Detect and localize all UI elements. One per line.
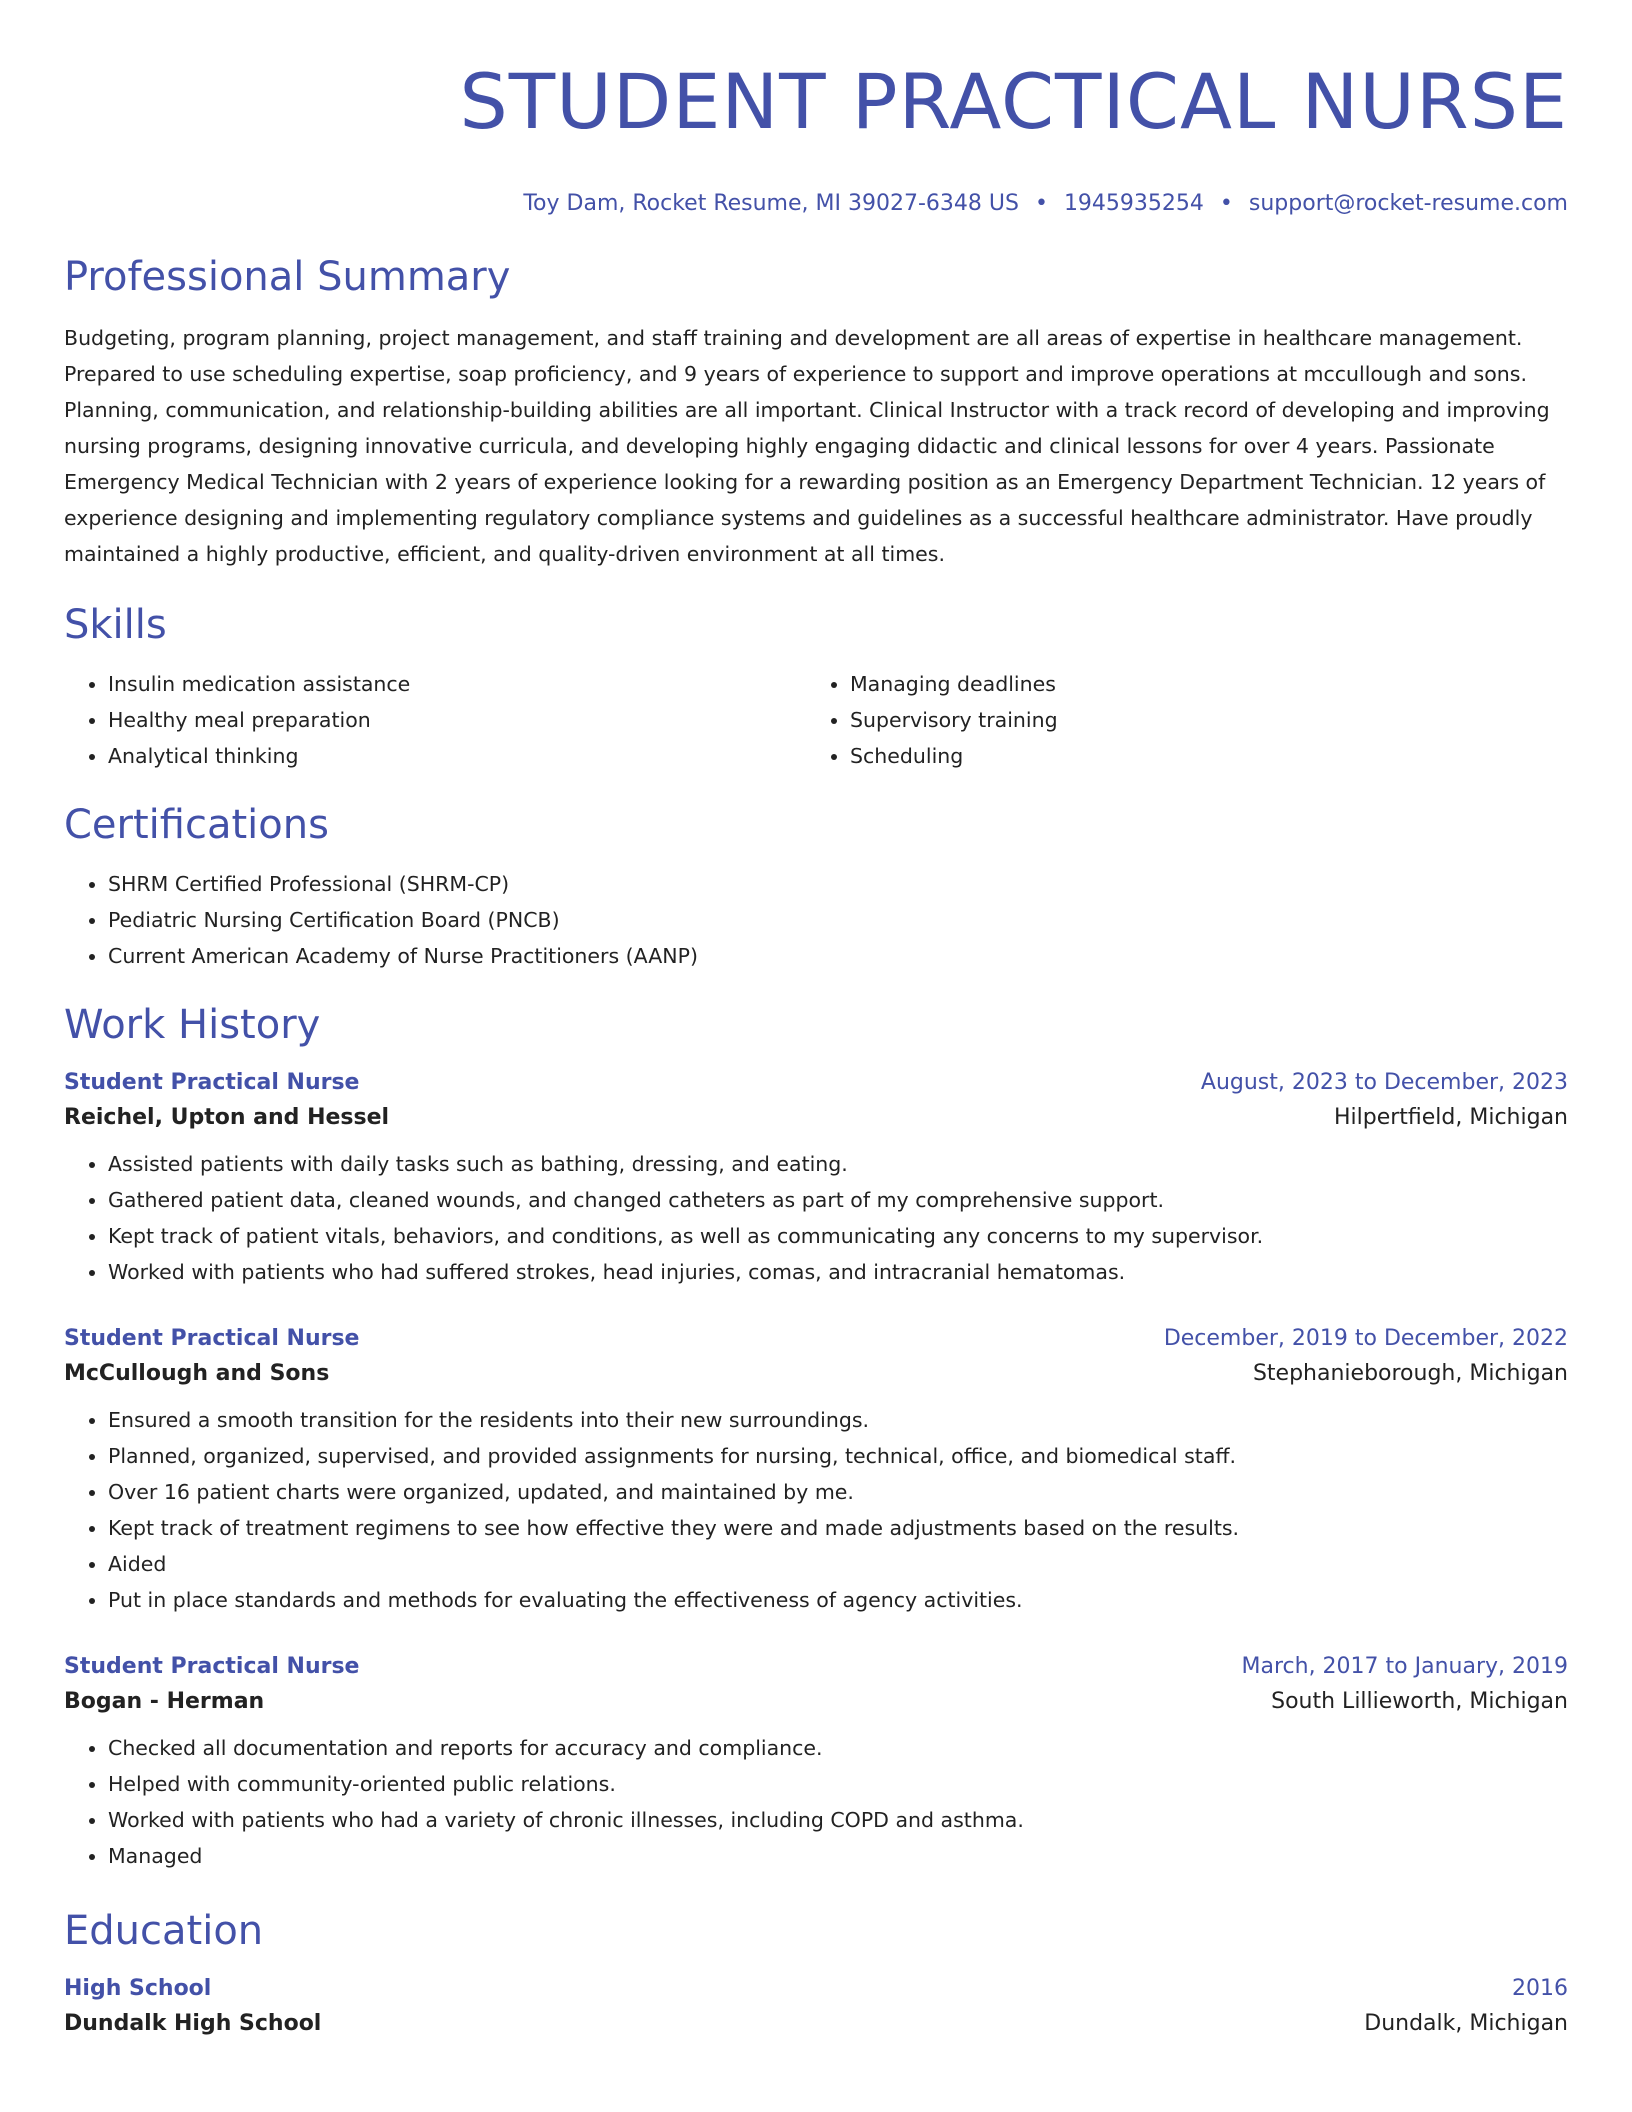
resume-title: STUDENT PRACTICAL NURSE <box>459 57 1568 146</box>
education-entry <box>64 1976 1568 2036</box>
education-subheader <box>64 2011 1568 2036</box>
job-header <box>64 1070 1568 1095</box>
skills-heading: Skills <box>64 601 167 648</box>
job-company: Reichel, Upton and Hessel <box>64 1104 390 1130</box>
job-title: Student Practical Nurse <box>64 1653 360 1679</box>
skill-item: • Managing deadlines <box>850 666 1548 702</box>
skill-item: • Supervisory training <box>850 702 1548 738</box>
certification-item: • Pediatric Nursing Certification Board (PNCB) <box>108 902 1568 938</box>
job-company: McCullough and Sons <box>64 1360 330 1386</box>
certification-item: • SHRM Certified Professional (SHRM-CP) <box>108 866 1568 902</box>
job-bullet: • Checked all documentation and reports for accuracy and compliance. <box>108 1730 1568 1766</box>
job-bullet: • Helped with community-oriented public relations. <box>108 1766 1568 1802</box>
skills-column-left <box>64 648 806 774</box>
job-bullet: • Worked with patients who had suffered strokes, head injuries, comas, and intracranial hematomas. <box>108 1254 1568 1290</box>
education-school: Dundalk High School <box>64 2010 322 2036</box>
skills-section <box>64 602 1568 774</box>
education-section <box>64 1908 1568 2036</box>
job-location: Hilpertfield, Michigan <box>1333 1104 1568 1130</box>
resume-page <box>64 0 1568 2036</box>
summary-text: Budgeting, program planning, project management, and staff training and development are all areas of expertise in healthcare management. Prepared to use scheduling expertise, soap proficiency, and 9 years of experience to support and improve operations at mccullough and sons. Planning, communication, and relationship-building abilities are all important. Clinical Instructor with a track record of developing and improving nursing programs, designing innovative curricula, and developing highly engaging didactic and clinical lessons for over 4 years. Passionate Emergency Medical Technician with 2 years of experience looking for a rewarding position as an Emergency Department Technician. 12 years of experience designing and implementing regulatory compliance systems and guidelines as a successful healthcare administrator. Have proudly maintained a highly productive, efficient, and quality-driven environment at all times. <box>64 325 1550 566</box>
skills-column-right <box>806 648 1548 774</box>
education-year: 2016 <box>1512 1975 1568 2001</box>
certifications-section <box>64 802 1568 974</box>
skills-grid <box>64 648 1568 774</box>
job-location: Stephanieborough, Michigan <box>1252 1360 1568 1386</box>
job-bullet: • Kept track of patient vitals, behaviors, and conditions, as well as communicating any concerns to my supervisor. <box>108 1218 1568 1254</box>
job-entry <box>64 1326 1568 1618</box>
contact-separator: • <box>1219 190 1233 216</box>
job-bullet: • Worked with patients who had a variety of chronic illnesses, including COPD and asthma. <box>108 1802 1568 1838</box>
skill-item: • Healthy meal preparation <box>108 702 806 738</box>
summary-heading: Professional Summary <box>64 253 511 300</box>
job-dates: August, 2023 to December, 2023 <box>1200 1069 1568 1095</box>
job-bullet: • Kept track of treatment regimens to see how effective they were and made adjustments based on the results. <box>108 1510 1568 1546</box>
job-bullet: • Assisted patients with daily tasks such as bathing, dressing, and eating. <box>108 1146 1568 1182</box>
contact-address: Toy Dam, Rocket Resume, MI 39027-6348 US <box>523 190 1019 216</box>
job-bullet: • Over 16 patient charts were organized, updated, and maintained by me. <box>108 1474 1568 1510</box>
skill-item: • Analytical thinking <box>108 738 806 774</box>
education-heading: Education <box>64 1907 264 1954</box>
job-dates: March, 2017 to January, 2019 <box>1241 1653 1568 1679</box>
job-entry <box>64 1654 1568 1874</box>
job-subheader <box>64 1105 1568 1130</box>
education-header <box>64 1976 1568 2001</box>
job-bullet: • Planned, organized, supervised, and provided assignments for nursing, technical, office, and biomedical staff. <box>108 1438 1568 1474</box>
contact-phone: 1945935254 <box>1063 190 1204 216</box>
job-bullet: • Ensured a smooth transition for the residents into their new surroundings. <box>108 1402 1568 1438</box>
job-subheader <box>64 1361 1568 1386</box>
certifications-heading: Certifications <box>64 801 329 848</box>
contact-email[interactable]: support@rocket-resume.com <box>1248 190 1568 216</box>
job-company: Bogan - Herman <box>64 1688 265 1714</box>
summary-section <box>64 254 1568 572</box>
job-header <box>64 1326 1568 1351</box>
certification-item: • Current American Academy of Nurse Practitioners (AANP) <box>108 938 1568 974</box>
education-degree: High School <box>64 1975 212 2001</box>
job-location: South Lillieworth, Michigan <box>1271 1688 1568 1714</box>
contact-line <box>64 191 1568 216</box>
job-bullet: • Gathered patient data, cleaned wounds, and changed catheters as part of my comprehensive support. <box>108 1182 1568 1218</box>
education-location: Dundalk, Michigan <box>1364 2010 1568 2036</box>
job-title: Student Practical Nurse <box>64 1069 360 1095</box>
job-bullet: • Managed <box>108 1838 1568 1874</box>
job-bullet: • Put in place standards and methods for evaluating the effectiveness of agency activities. <box>108 1582 1568 1618</box>
skill-item: • Scheduling <box>850 738 1548 774</box>
contact-separator: • <box>1034 190 1048 216</box>
job-bullet: • Aided <box>108 1546 1568 1582</box>
job-dates: December, 2019 to December, 2022 <box>1163 1325 1568 1351</box>
job-header <box>64 1654 1568 1679</box>
job-title: Student Practical Nurse <box>64 1325 360 1351</box>
job-entry <box>64 1070 1568 1290</box>
job-subheader <box>64 1689 1568 1714</box>
skill-item: • Insulin medication assistance <box>108 666 806 702</box>
work-history-section <box>64 1002 1568 1874</box>
work-history-heading: Work History <box>64 1001 321 1048</box>
